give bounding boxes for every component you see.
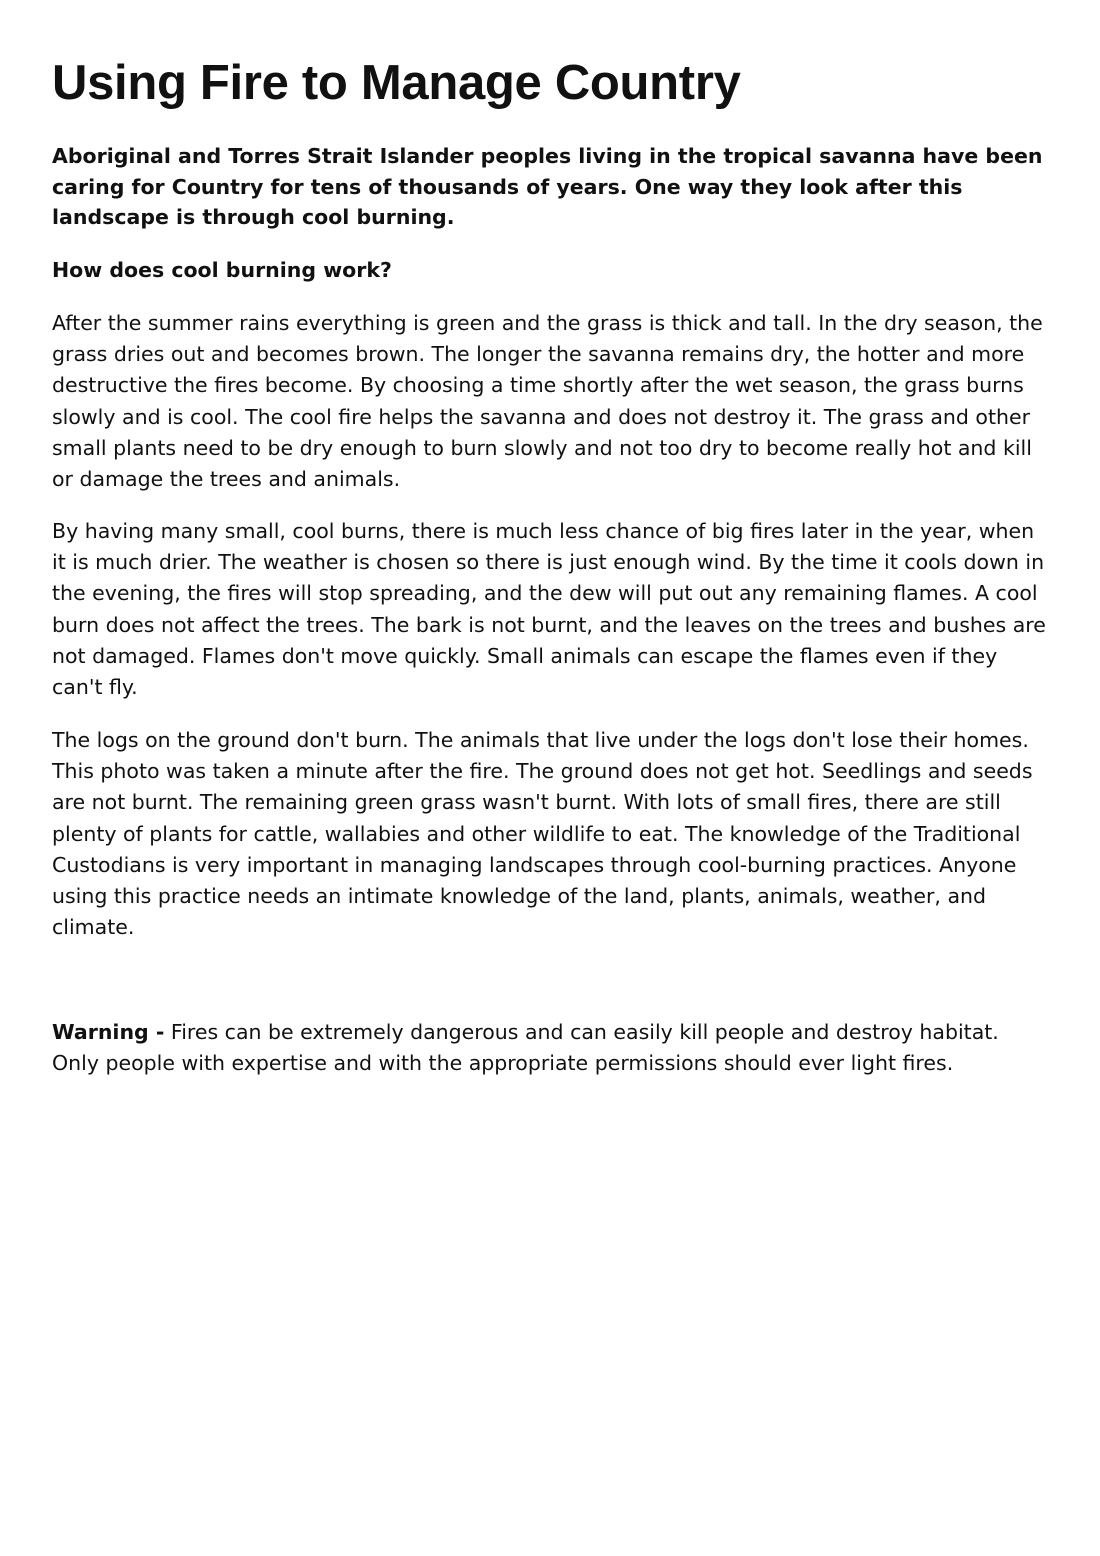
warning-label: Warning - — [52, 1020, 165, 1044]
body-paragraph-2: By having many small, cool burns, there is much less chance of big fires later in the year, when it is much drier. The weather is chosen so there is just enough wind. By the time it cools down in the evening, the fires will stop spreading, and the dew will put out any remaining flames. A cool burn does not affect the trees. The bark is not burnt, and the leaves on the trees and bushes are not damaged. Flames don't move quickly. Small animals can escape the flames even if they can't fly. — [52, 519, 1046, 700]
body-paragraph-1: After the summer rains everything is green and the grass is thick and tall. In the dry season, the grass dries out and becomes brown. The longer the savanna remains dry, the hotter and more destructive the fires become. By choosing a time shortly after the wet season, the grass burns slowly and is cool. The cool fire helps the savanna and does not destroy it. The grass and other small plants need to be dry enough to burn slowly and not too dry to become really hot and kill or damage the trees and animals. — [52, 311, 1043, 492]
intro-paragraph: Aboriginal and Torres Strait Islander peoples living in the tropical savanna have been caring for Country for tens of thousands of years. One way they look after this landscape is through cool burning. — [52, 144, 1043, 230]
warning-paragraph — [52, 1017, 1048, 1079]
page-title: Using Fire to Manage Country — [52, 56, 741, 110]
warning-text: Fires can be extremely dangerous and can easily kill people and destroy habitat. Only people with expertise and with the appropriate permissions should ever light fires. — [52, 1020, 999, 1076]
section-heading: How does cool burning work? — [52, 258, 392, 282]
body-paragraph-3: The logs on the ground don't burn. The animals that live under the logs don't lose their homes. This photo was taken a minute after the fire. The ground does not get hot. Seedlings and seeds are not burnt. The remaining green grass wasn't burnt. With lots of small fires, there are still plenty of plants for cattle, wallabies and other wildlife to eat. The knowledge of the Traditional Custodians is very important in managing landscapes through cool-burning practices. Anyone using this practice needs an intimate knowledge of the land, plants, animals, weather, and climate. — [52, 728, 1033, 940]
